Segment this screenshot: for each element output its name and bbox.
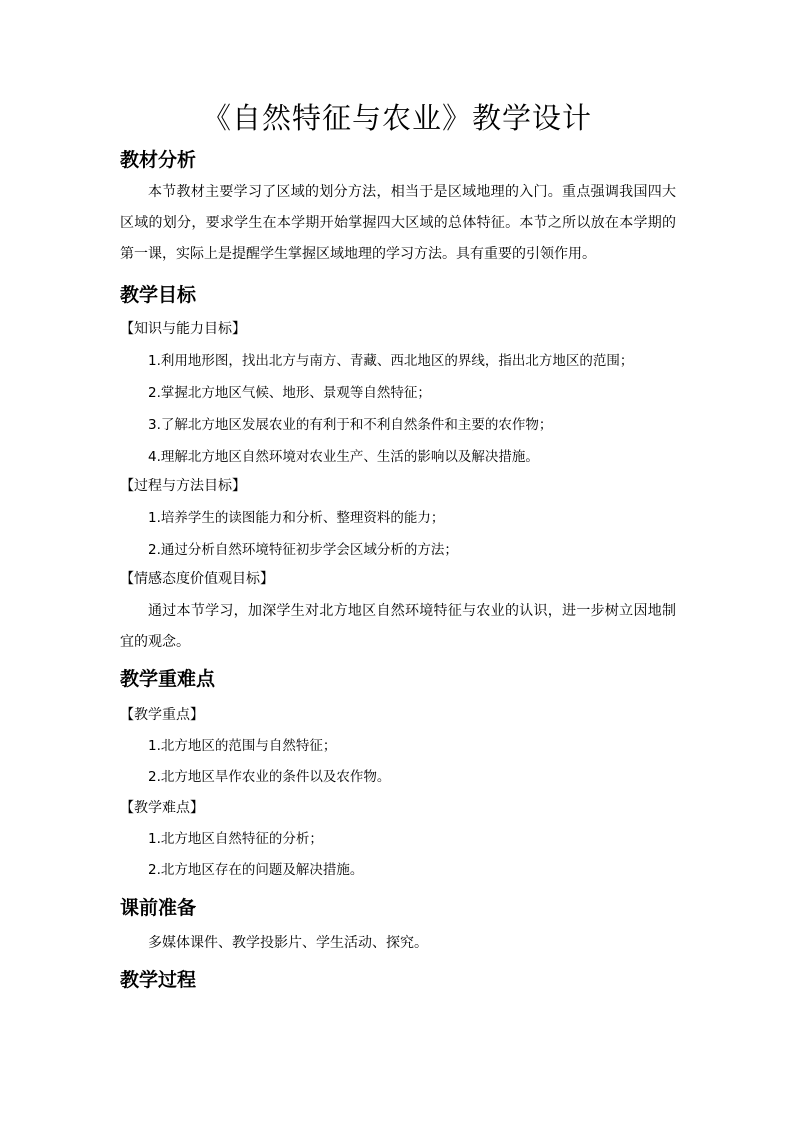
- document-title: 《自然特征与农业》教学设计: [201, 101, 592, 135]
- heading-keypoints: 教学重难点: [120, 668, 216, 690]
- heading-analysis: 教材分析: [120, 149, 197, 171]
- label-process-goals: 【过程与方法目标】: [120, 478, 246, 494]
- emotion-paragraph: 通过本节学习，加深学生对北方地区自然环境特征与农业的认识，进一步树立因地制宜的观念。: [120, 603, 676, 650]
- preparation-paragraph: 多媒体课件、教学投影片、学生活动、探究。: [148, 935, 428, 951]
- label-knowledge-goals: 【知识与能力目标】: [120, 321, 246, 337]
- difficulty-item-1: 1.北方地区自然特征的分析；: [148, 831, 323, 847]
- process-item-1: 1.培养学生的读图能力和分析、整理资料的能力；: [148, 510, 445, 526]
- heading-process: 教学过程: [120, 969, 197, 991]
- difficulty-item-2: 2.北方地区存在的问题及解决措施。: [148, 862, 364, 878]
- process-item-2: 2.通过分析自然环境特征初步学会区域分析的方法；: [148, 542, 458, 558]
- label-teaching-difficulty: 【教学难点】: [120, 800, 204, 816]
- knowledge-item-2: 2.掌握北方地区气候、地形、景观等自然特征；: [148, 385, 431, 401]
- heading-goals: 教学目标: [120, 284, 197, 306]
- focus-item-2: 2.北方地区旱作农业的条件以及农作物。: [148, 769, 391, 785]
- knowledge-item-3: 3.了解北方地区发展农业的有利于和不利自然条件和主要的农作物；: [148, 417, 553, 433]
- knowledge-item-4: 4.理解北方地区自然环境对农业生产、生活的影响以及解决措施。: [148, 449, 539, 465]
- knowledge-item-1: 1.利用地形图，找出北方与南方、青藏、西北地区的界线，指出北方地区的范围；: [148, 353, 634, 369]
- heading-preparation: 课前准备: [120, 897, 197, 919]
- label-teaching-focus: 【教学重点】: [120, 707, 204, 723]
- label-emotion-goals: 【情感态度价值观目标】: [120, 571, 274, 587]
- focus-item-1: 1.北方地区的范围与自然特征；: [148, 738, 337, 754]
- analysis-paragraph: 本节教材主要学习了区域的划分方法，相当于是区域地理的入门。重点强调我国四大区域的划分，要求学生在本学期开始掌握四大区域的总体特征。本节之所以放在本学期的第一课，实际上是提醒学生掌握区域地理的学习方法。具有重要的引领作用。: [120, 184, 676, 262]
